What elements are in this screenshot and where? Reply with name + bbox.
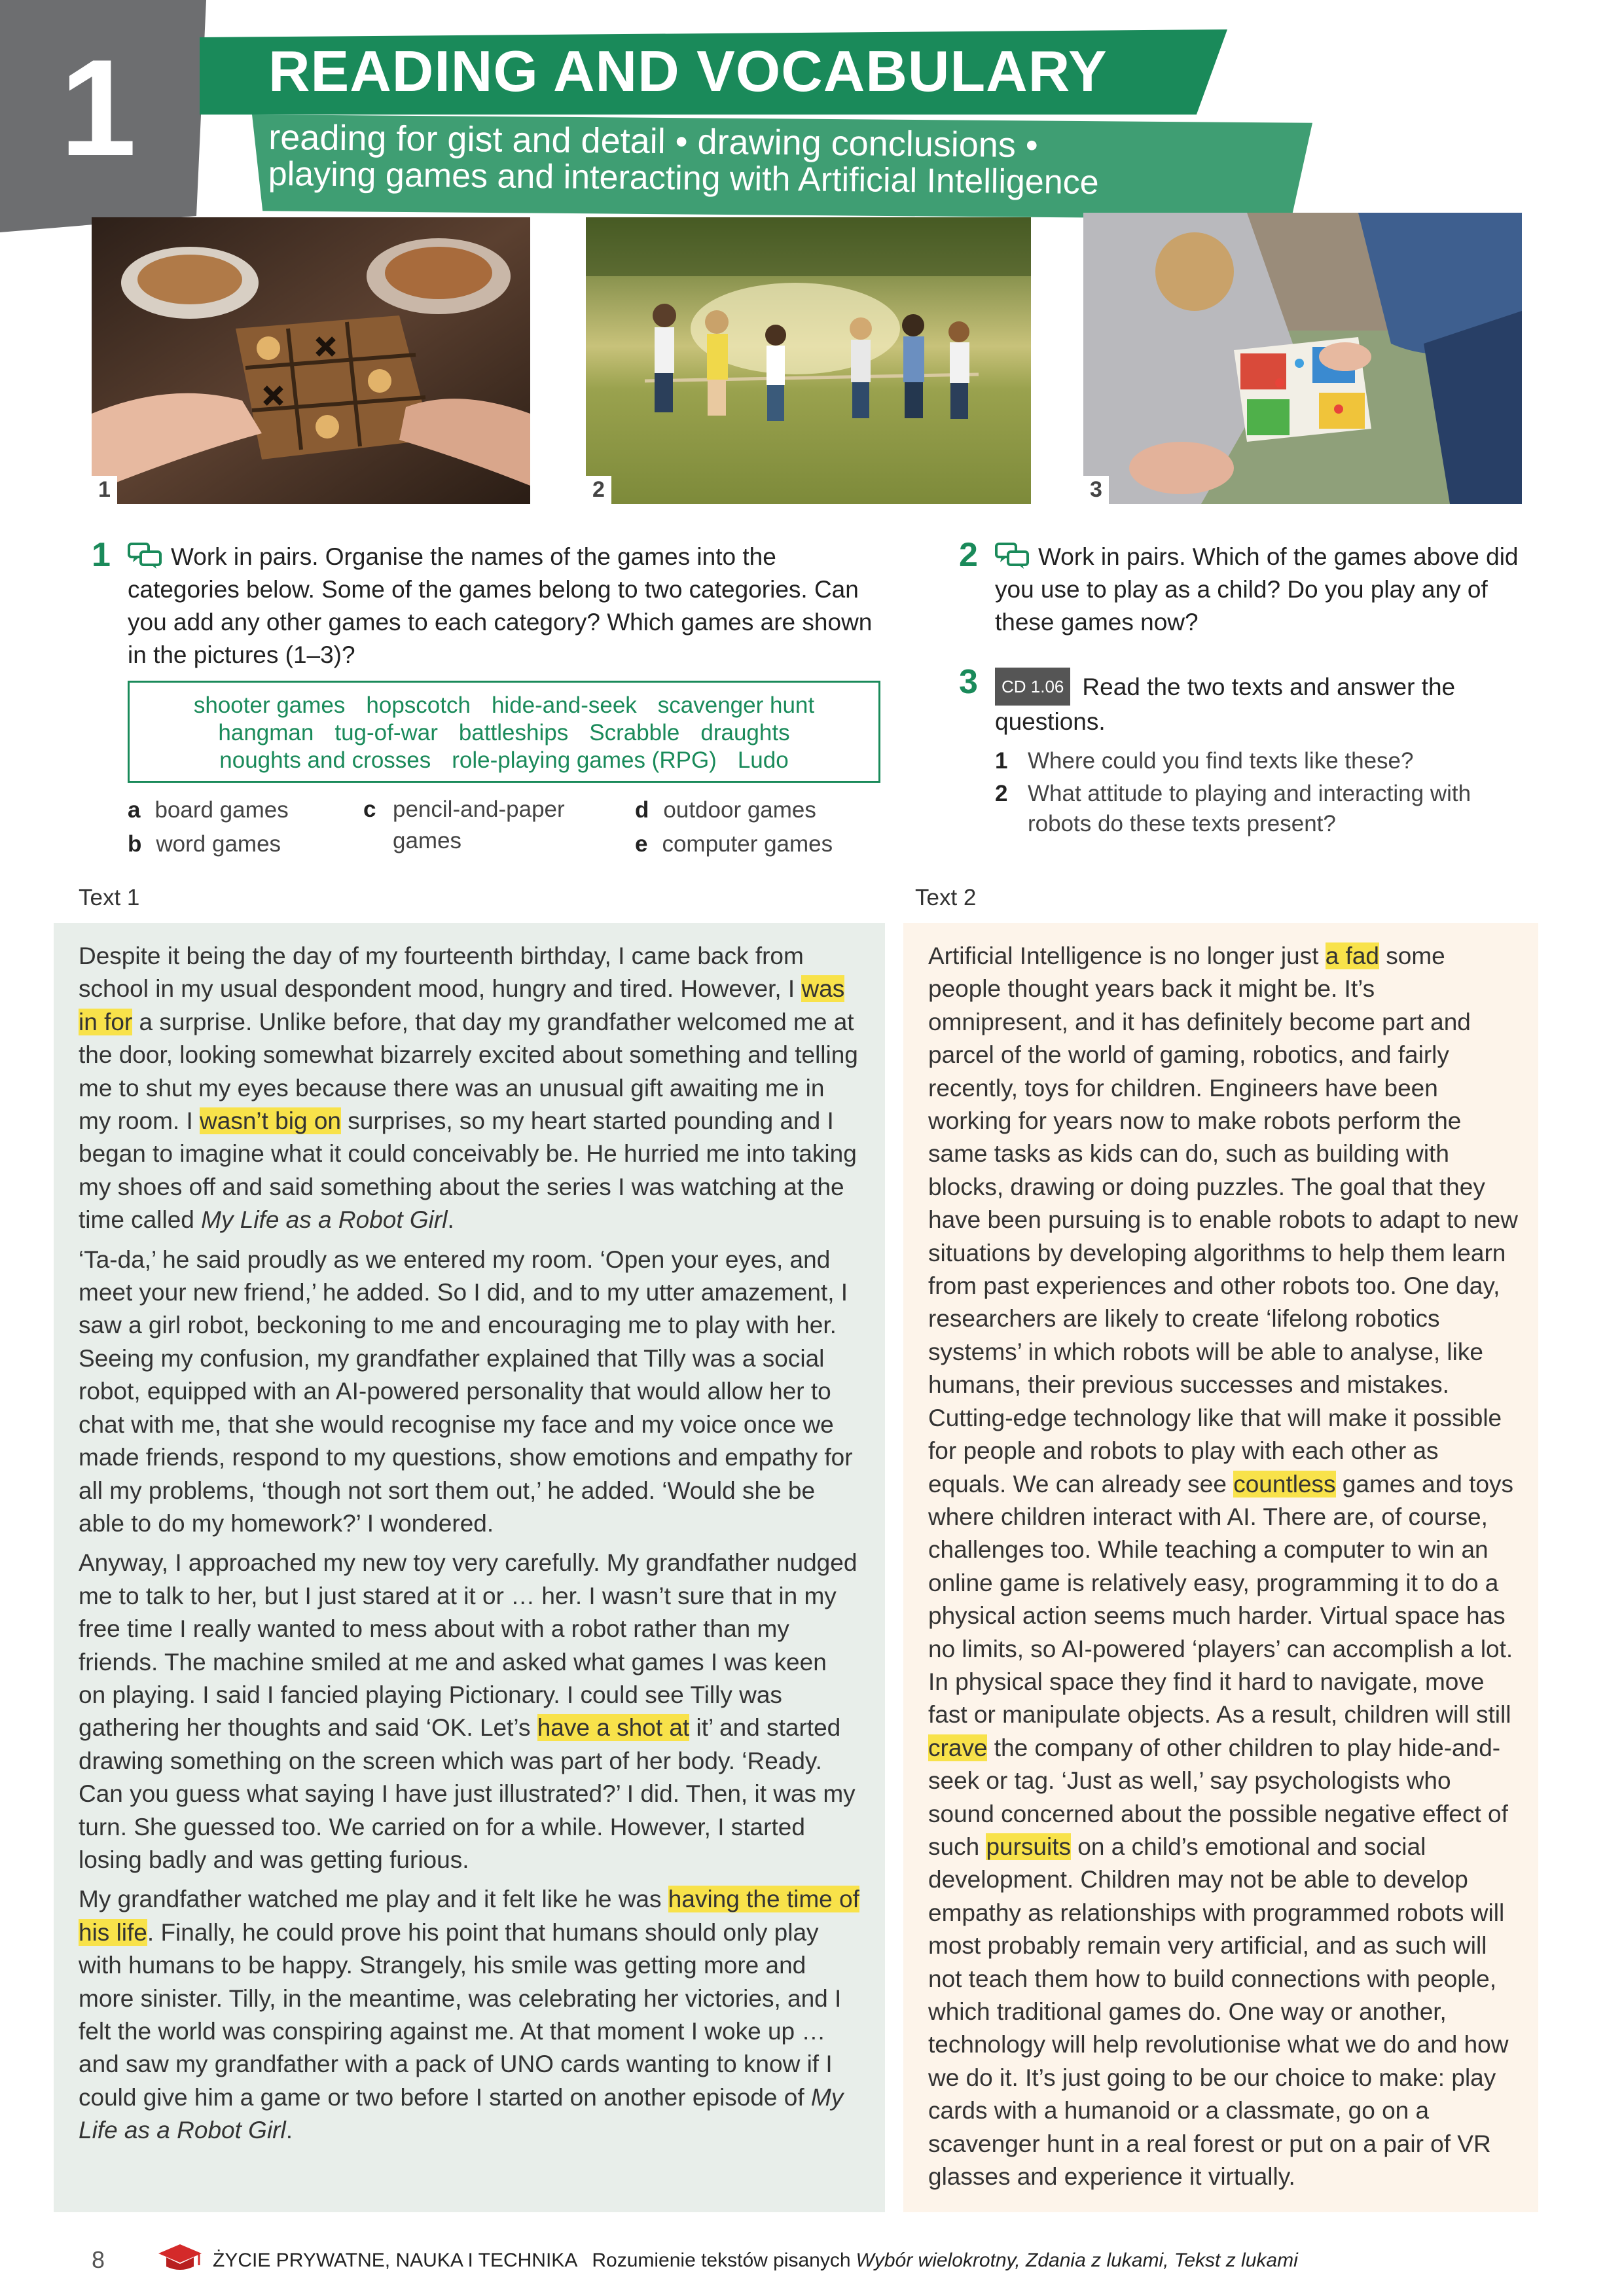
ludo-board-photo-icon <box>1083 213 1522 504</box>
text-1-paragraph-2: ‘Ta-da,’ he said proudly as we entered my room. ‘Open your eyes, and meet your new friend,’ he added. So I did, and to my utter amazement, I saw a girl robot, beckoning to me and encouraging me to play with her. Seeing my confusion, my grandfather explained that Tilly was a social robot, equipped with an AI-powered personality that would allow her to chat with me, that she would recognise my face and my voice once we made friends, respond to my questions, show emotions and empathy for all my problems, ‘though not sort them out,’ he added. ‘Would she be able to do my homework?’ I wondered. <box>79 1246 853 1537</box>
game-name: hopscotch <box>366 692 471 718</box>
footer-task-types: Wybór wielokrotny, Zdania z lukami, Tekst z lukami <box>856 2250 1298 2271</box>
vocab-highlight: crave <box>928 1734 988 1761</box>
game-row-3 <box>130 747 878 774</box>
text-1-paragraph-4: My grandfather watched me play and it felt like he was having the time of his life. Finally, he could prove his point that humans should only play with humans to be happy. Strangely, his smile was getting more and more sinister. Tilly, in the meantime, was celebrating her victories, and I felt the world was conspiring against me. At that moment I woke up … and saw my grandfather with a pack of UNO cards wanting to know if I could give him a game or two before I started on another episode of My Life as a Robot Girl. <box>79 1886 859 2144</box>
game-names-box <box>128 681 880 783</box>
photo-tug-of-war <box>586 217 1031 504</box>
question-2: 2 What attitude to playing and interacting with robots do these texts present? <box>995 781 1471 836</box>
category-a: a board games <box>128 797 289 823</box>
exercise-1-text: Work in pairs. Organise the names of the games into the categories below. Some of the games belong to two categories. Can you add any other games to each category? Which games are shown in the pictures (1–3)? <box>128 543 873 668</box>
pair-work-icon <box>995 543 1029 569</box>
exercise-3-number: 3 <box>959 663 978 701</box>
footer-skill: Rozumienie tekstów pisanych <box>592 2250 851 2271</box>
game-name: battleships <box>458 720 569 745</box>
exercise-3-instruction <box>995 668 1525 738</box>
vocab-highlight: was in for <box>79 975 845 1035</box>
game-name: draughts <box>700 720 790 745</box>
game-name: Ludo <box>737 747 789 773</box>
exercise-1-number: 1 <box>92 536 111 574</box>
text-1-label: Text 1 <box>79 885 140 910</box>
pair-work-icon <box>128 543 162 569</box>
category-e: e computer games <box>635 831 833 857</box>
game-name: scavenger hunt <box>657 692 815 718</box>
subtitle <box>268 119 1290 203</box>
question-1: 1 Where could you find texts like these? <box>995 748 1414 774</box>
game-name: shooter games <box>193 692 346 718</box>
page-number: 8 <box>92 2246 105 2273</box>
game-name: hangman <box>218 720 314 745</box>
category-b: b word games <box>128 831 281 857</box>
exercise-2-instruction <box>995 541 1525 639</box>
game-name: tug-of-war <box>334 720 438 745</box>
game-row-1 <box>130 692 878 719</box>
footer-topic: ŻYCIE PRYWATNE, NAUKA I TECHNIKA <box>213 2250 578 2271</box>
category-d: d outdoor games <box>635 797 816 823</box>
vocab-highlight: pursuits <box>986 1833 1071 1860</box>
tug-of-war-photo-icon <box>586 217 1031 504</box>
graduation-cap-icon <box>157 2242 203 2274</box>
exercise-3-text: Read the two texts and answer the questions. <box>995 673 1456 735</box>
game-row-2 <box>130 719 878 747</box>
vocab-highlight: have a shot at <box>537 1714 690 1742</box>
game-name: hide-and-seek <box>491 692 637 718</box>
game-name: noughts and crosses <box>219 747 431 773</box>
cd-track-badge[interactable]: CD 1.06 <box>995 668 1070 706</box>
footer-text <box>213 2250 1391 2272</box>
category-c: c pencil-and-paper games <box>363 797 565 853</box>
page-title: READING AND VOCABULARY <box>268 39 1108 103</box>
exercise-2-number: 2 <box>959 536 978 574</box>
text-2-label: Text 2 <box>915 885 977 910</box>
exercise-2-text: Work in pairs. Which of the games above did you use to play as a child? Do you play any of these games now? <box>995 543 1519 636</box>
noughts-and-crosses-photo-icon <box>92 217 530 504</box>
text-1-box <box>54 923 885 2212</box>
vocab-highlight: wasn’t big on <box>200 1107 341 1135</box>
unit-number: 1 <box>60 31 137 185</box>
photo-number-2: 2 <box>586 476 611 504</box>
vocab-highlight: countless <box>1233 1470 1336 1498</box>
text-1-paragraph-1: Despite it being the day of my fourteenth birthday, I came back from school in my usual despondent mood, hungry and tired. However, I was in for a surprise. Unlike before, that day my grandfather welcomed me at the door, looking somewhat bizarrely excited about something and telling me to shut my eyes because there was an unusual gift awaiting me in my room. I wasn’t big on surprises, so my heart started pounding and I began to imagine what it could conceivably be. He hurried me into taking my shoes off and said something about the series I was watching at the time called My Life as a Robot Girl. <box>79 942 858 1234</box>
photo-noughts-and-crosses <box>92 217 530 504</box>
vocab-highlight: having the time of his life <box>79 1886 859 1946</box>
text-2-paragraph: Artificial Intelligence is no longer just a fad some people thought years back it might be. It’s omnipresent, and it has definitely become part and parcel of the world of gaming, robotics, and fairly recently, toys for children. Engineers have been working for years now to make robots perform the same tasks as kids can do, such as building with blocks, drawing or doing puzzles. The goal that they have been pursuing is to enable robots to adapt to new situations by developing algorithms to help them learn from past experiences and other robots too. One day, researchers are likely to create ‘lifelong robotics systems’ in which robots will be able to analyse, like humans, their previous successes and mistakes. Cutting-edge technology like that will make it possible for people and robots to play with each other as equals. We can already see countless games and toys where children interact with AI. There are, of course, challenges too. While teaching a computer to win an online game is relatively easy, programming it to do a physical action seems much harder. Virtual space has no limits, so AI-powered ‘players’ can accomplish a lot. In physical space they find it hard to navigate, move fast or manipulate objects. As a result, children will still crave the company of other children to play hide-and-seek or tag. ‘Just as well,’ say psychologists who sound concerned about the possible negative effect of such pursuits on a child’s emotional and social development. Children may not be able to develop empathy as relationships with programmed robots will most probably remain very artificial, and as such will not teach them how to build connections with people, which traditional games do. One way or another, technology will help revolutionise what we do and how we do it. It’s just going to be our choice to make: play cards with a humanoid or a classmate, go on a scavenger hunt in a real forest or put on a pair of VR glasses and experience it virtually. <box>928 942 1518 2191</box>
game-name: role-playing games (RPG) <box>452 747 717 773</box>
photo-ludo <box>1083 213 1522 504</box>
subtitle-line-2: playing games and interacting with Artificial Intelligence <box>268 154 1099 202</box>
photo-number-1: 1 <box>92 476 117 504</box>
photo-number-3: 3 <box>1083 476 1109 504</box>
game-name: Scrabble <box>589 720 680 745</box>
subtitle-line-1: reading for gist and detail • drawing conclusions • <box>268 117 1039 166</box>
text-1-paragraph-3: Anyway, I approached my new toy very carefully. My grandfather nudged me to talk to her, but I just stared at it or … her. I wasn’t sure that in my free time I really wanted to mess about with a robot rather than my friends. The machine smiled at me and asked what games I was keen on playing. I said I fancied playing Pictionary. I could see Tilly was gathering her thoughts and said ‘OK. Let’s have a shot at it’ and started drawing something on the screen which was part of her body. ‘Ready. Can you guess what saying I have just illustrated?’ I did. Then, it was my turn. She guessed too. We carried on for a while. However, I started losing badly and was getting furious. <box>79 1549 857 1873</box>
exercise-1-instruction <box>128 541 887 672</box>
text-2-box <box>903 923 1538 2212</box>
vocab-highlight: a fad <box>1325 942 1379 969</box>
